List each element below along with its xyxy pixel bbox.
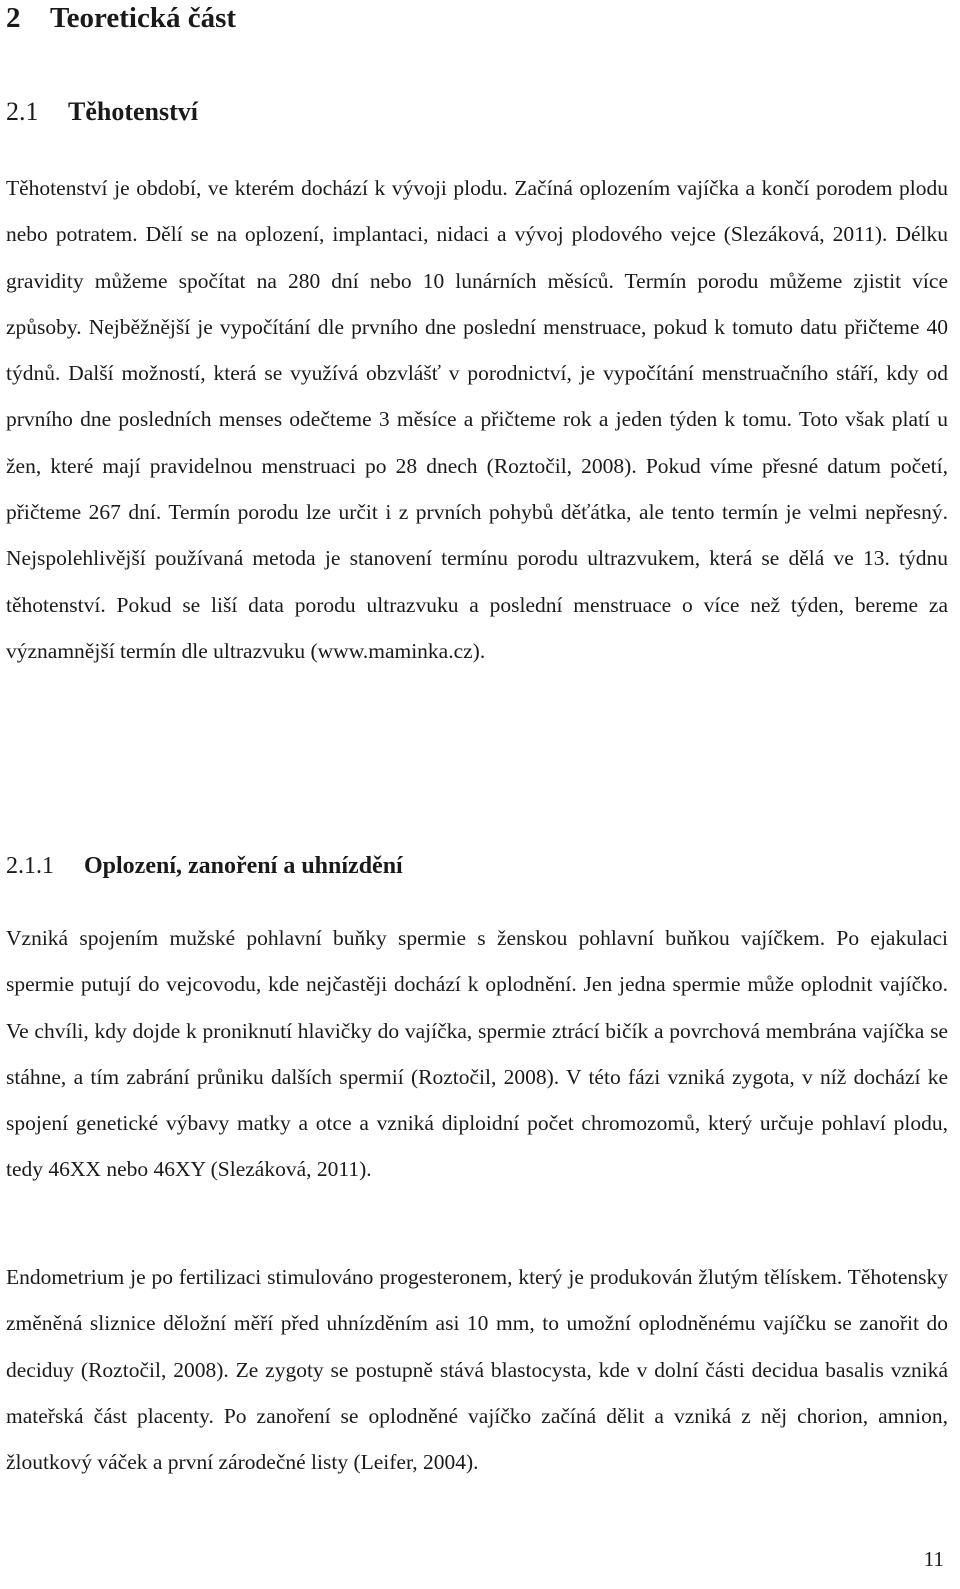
section-number: 2.1 xyxy=(6,97,39,126)
page-number: 11 xyxy=(923,1547,944,1571)
subsection-heading xyxy=(6,851,403,881)
section-heading xyxy=(6,96,198,128)
section-title: Těhotenství xyxy=(68,97,198,126)
paragraph-fertilization: Vzniká spojením mužské pohlavní buňky spermie s ženskou pohlavní buňkou vajíčkem. Po ejakulaci spermie putují do vejcovodu, kde nejčastěji dochází k oplodnění. Jen jedna spermie může oplodnit vajíčko. Ve chvíli, kdy dojde k proniknutí hlavičky do vajíčka, spermie ztrácí bičík a povrchová membrána vajíčka se stáhne, a tím zabrání průniku dalších spermií (Roztočil, 2008). V této fázi vzniká zygota, v níž dochází ke spojení genetické výbavy matky a otce a vzniká diploidní počet chromozomů, který určuje pohlaví plodu, tedy 46XX nebo 46XY (Slezáková, 2011). xyxy=(6,926,948,1182)
paragraph-pregnancy: Těhotenství je období, ve kterém dochází k vývoji plodu. Začíná oplozením vajíčka a končí porodem plodu nebo potratem. Dělí se na oplození, implantaci, nidaci a vývoj plodového vejce (Slezáková, 2011). Délku gravidity můžeme spočítat na 280 dní nebo 10 lunárních měsíců. Termín porodu můžeme zjistit více způsoby. Nejběžnější je vypočítání dle prvního dne poslední menstruace, pokud k tomuto datu přičteme 40 týdnů. Další možností, která se využívá obzvlášť v porodnictví, je vypočítání menstruačního stáří, kdy od prvního dne posledních menses odečteme 3 měsíce a přičteme rok a jeden týden k tomu. Toto však platí u žen, které mají pravidelnou menstruaci po 28 dnech (Roztočil, 2008). Pokud víme přesné datum početí, přičteme 267 dní. Termín porodu lze určit i z prvních pohybů děťátka, ale tento termín je velmi nepřesný. Nejspolehlivější používaná metoda je stanovení termínu porodu ultrazvukem, která se dělá ve 13. týdnu těhotenství. Pokud se liší data porodu ultrazvuku a poslední menstruace o více než týden, bereme za významnější termín dle ultrazvuku (www.maminka.cz). xyxy=(6,176,948,663)
chapter-title: Teoretická část xyxy=(50,2,237,34)
subsection-number: 2.1.1 xyxy=(6,853,54,879)
subsection-title: Oplození, zanoření a uhnízdění xyxy=(84,853,403,879)
chapter-number: 2 xyxy=(6,2,21,34)
document-page xyxy=(6,0,954,1589)
chapter-heading xyxy=(6,0,236,36)
paragraph-implantation: Endometrium je po fertilizaci stimulováno progesteronem, který je produkován žlutým tělískem. Těhotensky změněná sliznice děložní měří před uhnízděním asi 10 mm, to umožní oplodněnému vajíčku se zanořit do deciduy (Roztočil, 2008). Ze zygoty se postupně stává blastocysta, kde v dolní části decidua basalis vzniká mateřská část placenty. Po zanoření se oplodněné vajíčko začíná dělit a vzniká z něj chorion, amnion, žloutkový váček a první zárodečné listy (Leifer, 2004). xyxy=(6,1265,948,1475)
